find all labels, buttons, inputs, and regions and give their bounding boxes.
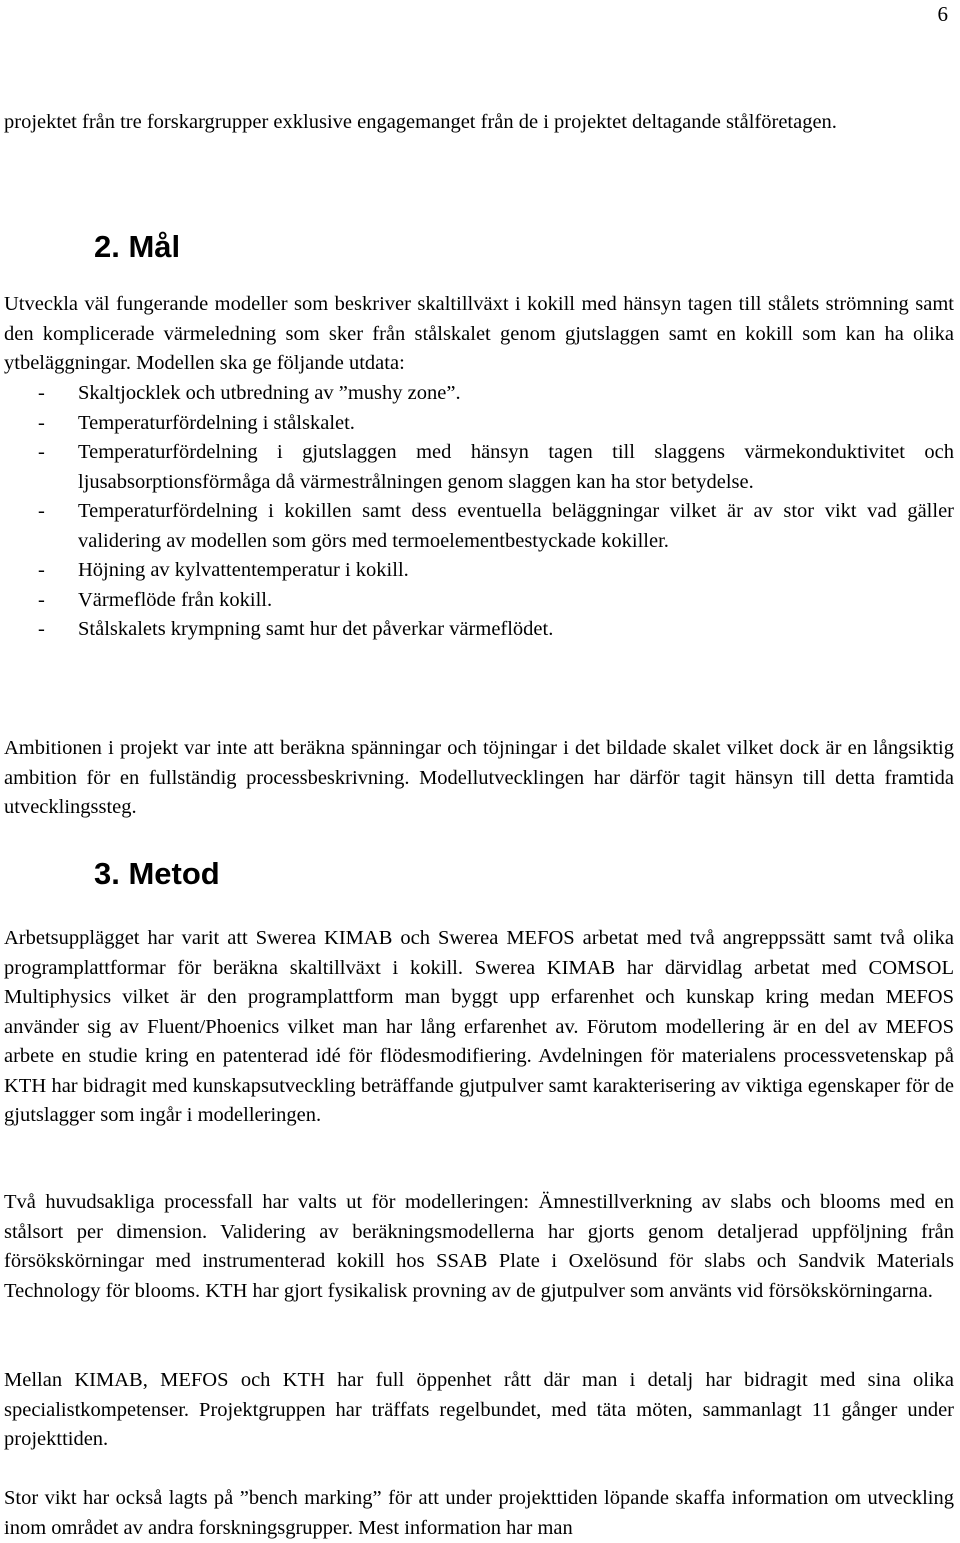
- goal-paragraph: Utveckla väl fungerande modeller som beskriver skaltillväxt i kokill med hänsyn tagen till stålets strömning samt den komplicerade värmeledning som sker från stålskalet genom gjutslaggen samt en kokill som kan ha olika ytbeläggningar. Modellen ska ge följande utdata:: [4, 293, 954, 374]
- list-item-text: Stålskalets krympning samt hur det påverkar värmeflödet.: [78, 618, 554, 640]
- list-dash: -: [38, 411, 45, 434]
- list-dash: -: [38, 588, 45, 611]
- list-dash: -: [38, 500, 45, 522]
- list-item-text: Höjning av kylvattentemperatur i kokill.: [78, 559, 409, 581]
- list-dash: -: [38, 618, 45, 640]
- method-paragraph-3: Mellan KIMAB, MEFOS och KTH har full öppenhet rått där man i detalj har bidragit med sina olika specialistkompetenser. Projektgruppen har träffats regelbundet, med täta möten, sammanlagt 11 gånger under projekttiden.: [4, 1369, 954, 1450]
- page-number: 6: [937, 2, 948, 26]
- intro-paragraph: projektet från tre forskargrupper exklusive engagemanget från de i projektet deltagande stålföretagen.: [4, 111, 837, 133]
- list-item: [4, 586, 954, 616]
- method-paragraph-1: Arbetsupplägget har varit att Swerea KIMAB och Swerea MEFOS arbetat med två angreppssätt samt två olika programplattformar för beräkna skaltillväxt i kokill. Swerea KIMAB har därvidlag arbetat med COMSOL Multiphysics vilket är den programplattform man byggt upp erfarenhet och kunskap kring medan MEFOS använder sig av Fluent/Phoenics vilket man har lång erfarenhet av. Förutom modellering är en del av MEFOS arbete en studie kring en patenterad idé för flödesmodifiering. Avdelningen för materialens processvetenskap på KTH har bidragit med kunskapsutveckling beträffande gjutpulver samt karakterisering av viktiga egenskaper för de gjutslagger som ingår i modelleringen.: [4, 927, 954, 1126]
- list-item: [4, 615, 954, 645]
- method-paragraph-4: Stor vikt har också lagts på ”bench marking” för att under projekttiden löpande skaffa information om utveckling inom området av andra forskningsgrupper. Mest information har man: [4, 1487, 954, 1539]
- list-item-text: Skaltjocklek och utbredning av ”mushy zone”.: [78, 382, 461, 404]
- list-item-text: Temperaturfördelning i gjutslaggen med hänsyn tagen till slaggens värmekonduktivitet och ljusabsorptionsförmåga då värmestrålningen genom slaggen kan ha stor betydelse.: [78, 441, 954, 493]
- list-item: [4, 438, 954, 497]
- list-item: [4, 379, 954, 409]
- list-item: [4, 556, 954, 586]
- ambition-paragraph: Ambitionen i projekt var inte att beräkna spänningar och töjningar i det bildade skalet vilket dock är en långsiktig ambition för en fullständig processbeskrivning. Modellutvecklingen har därför tagit hänsyn till detta framtida utvecklingssteg.: [4, 737, 954, 818]
- list-item: [4, 497, 954, 556]
- list-item-text: Temperaturfördelning i kokillen samt dess eventuella beläggningar vilket är av stor vikt vad gäller validering av modellen som görs med termoelementbestyckade kokiller.: [78, 500, 954, 552]
- list-item: [4, 409, 954, 439]
- section-heading-method: 3. Metod: [94, 856, 220, 891]
- list-dash: -: [38, 559, 45, 581]
- list-dash: -: [38, 382, 45, 404]
- method-paragraph-2: Två huvudsakliga processfall har valts ut för modelleringen: Ämnestillverkning av slabs och blooms med en stålsort per dimension. Validering av beräkningsmodellerna har gjorts genom detaljerad uppföljning från försökskörningar med instrumenterad kokill hos SSAB Plate i Oxelösund för slabs och Sandvik Materials Technology för blooms. KTH har gjort fysikalisk provning av de gjutpulver som använts vid försökskörningarna.: [4, 1191, 954, 1302]
- section-heading-goal: 2. Mål: [94, 229, 181, 264]
- list-dash: -: [38, 441, 45, 463]
- output-list: [4, 379, 954, 645]
- list-item-text: Värmeflöde från kokill.: [78, 588, 273, 611]
- list-item-text: Temperaturfördelning i stålskalet.: [78, 411, 355, 434]
